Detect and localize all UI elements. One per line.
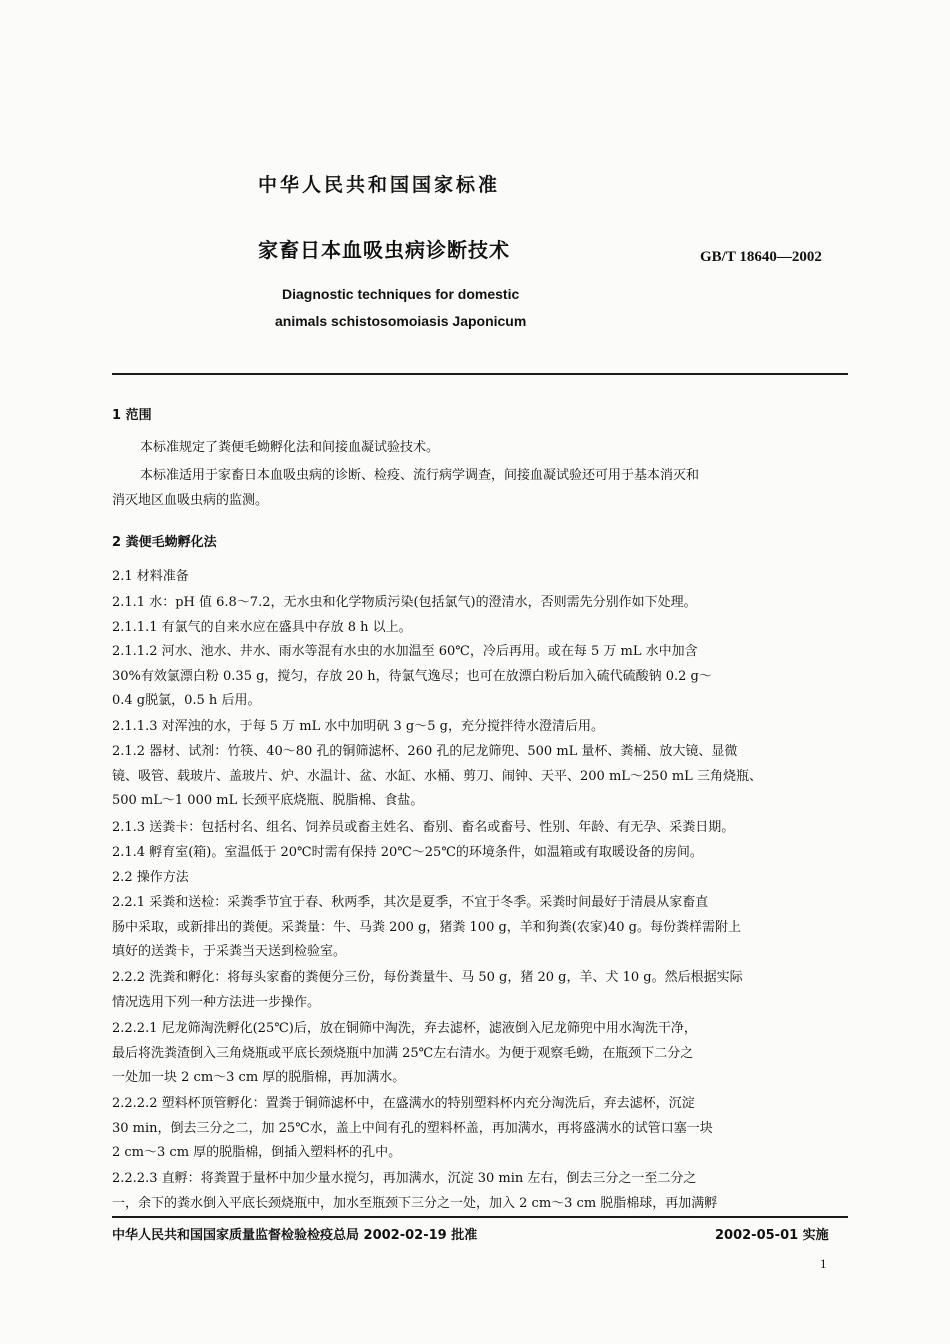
implementation-date: 2002-05-01 实施: [715, 1228, 829, 1243]
national-standard-header: 中华人民共和国国家标准: [258, 174, 501, 196]
clause-line: 2.2.2.3 直孵：将粪置于量杯中加少量水搅匀，再加满水，沉淀 30 min 左右，倒去三分之一至二分之: [112, 1171, 697, 1186]
clause-line: 一，余下的粪水倒入平底长颈烧瓶中，加水至瓶颈下三分之一处，加入 2 cm～3 cm 脱脂棉球，再加满孵: [112, 1196, 718, 1211]
clause-line: 30 min，倒去三分之二，加 25℃水，盖上中间有孔的塑料杯盖，再加满水，再将盛满水的试管口塞一块: [112, 1121, 713, 1136]
clause-line: 2.1.1.3 对浑浊的水，于每 5 万 mL 水中加明矾 3 g～5 g，充分搅拌待水澄清后用。: [112, 719, 604, 734]
footer-divider: [112, 1216, 848, 1218]
clause-line: 肠中采取，或新排出的粪便。采粪量：牛、马粪 200 g，猪粪 100 g，羊和狗粪(农家)40 g。每份粪样需附上: [112, 920, 741, 935]
clause-line: 2 cm～3 cm 厚的脱脂棉，倒插入塑料杯的孔中。: [112, 1145, 402, 1160]
standard-title-en-line1: Diagnostic techniques for domestic: [282, 286, 520, 302]
clause-line: 2.1 材料准备: [112, 569, 189, 584]
page-number: 1: [820, 1256, 827, 1271]
clause-line: 30%有效氯漂白粉 0.35 g，搅匀，存放 20 h，待氯气逸尽；也可在放漂白粉后加入硫代硫酸钠 0.2 g～: [112, 669, 712, 684]
section-1-heading: 1 范围: [112, 408, 152, 423]
header-divider: [112, 373, 848, 375]
clause-line: 一处加一块 2 cm～3 cm 厚的脱脂棉，再加满水。: [112, 1070, 406, 1085]
clause-line: 2.1.2 器材、试剂：竹筷、40～80 孔的铜筛滤杯、260 孔的尼龙筛兜、500 mL 量杯、粪桶、放大镜、显微: [112, 744, 738, 759]
clause-line: 2.2.2 洗粪和孵化：将每头家畜的粪便分三份，每份粪量牛、马 50 g，猪 20 g，羊、犬 10 g。然后根据实际: [112, 970, 743, 985]
clause-line: 500 mL～1 000 mL 长颈平底烧瓶、脱脂棉、食盐。: [112, 793, 424, 808]
clause-line: 情况选用下列一种方法进一步操作。: [112, 995, 321, 1010]
standard-title-en-line2: animals schistosomoiasis Japonicum: [275, 313, 527, 329]
paragraph: 本标准规定了粪便毛蚴孵化法和间接血凝试验技术。: [140, 440, 440, 455]
clause-line: 2.1.1.1 有氯气的自来水应在盛具中存放 8 h 以上。: [112, 620, 412, 635]
clause-line: 2.1.4 孵育室(箱)。室温低于 20℃时需有保持 20℃～25℃的环境条件，如温箱或有取暖设备的房间。: [112, 845, 703, 860]
clause-line: 镜、吸管、载玻片、盖玻片、炉、水温计、盆、水缸、水桶、剪刀、闹钟、天平、200 mL～250 mL 三角烧瓶、: [112, 769, 762, 784]
clause-line: 2.1.1.2 河水、池水、井水、雨水等混有水虫的水加温至 60℃，冷后再用。或在每 5 万 mL 水中加含: [112, 644, 698, 659]
approval-line: 中华人民共和国国家质量监督检验检疫总局 2002-02-19 批准: [112, 1228, 478, 1243]
paragraph: 消灭地区血吸虫病的监测。: [112, 493, 269, 508]
clause-line: 2.1.3 送粪卡：包括村名、组名、饲养员或畜主姓名、畜别、畜名或畜号、性别、年龄、有无孕、采粪日期。: [112, 820, 735, 835]
section-2-heading: 2 粪便毛蚴孵化法: [112, 535, 217, 550]
clause-line: 0.4 g脱氯，0.5 h 后用。: [112, 693, 261, 708]
clause-line: 2.2.2.1 尼龙筛淘洗孵化(25℃)后，放在铜筛中淘洗，弃去滤杯，滤液倒入尼龙筛兜中用水淘洗干净，: [112, 1021, 697, 1036]
clause-line: 2.2.1 采粪和送检：采粪季节宜于春、秋两季，其次是夏季，不宜于冬季。采粪时间最好于清晨从家畜直: [112, 895, 709, 910]
clause-line: 最后将洗粪渣倒入三角烧瓶或平底长颈烧瓶中加满 25℃左右清水。为便于观察毛蚴，在瓶颈下二分之: [112, 1046, 694, 1061]
standard-number: GB/T 18640—2002: [700, 249, 822, 265]
clause-line: 2.2 操作方法: [112, 870, 189, 885]
paragraph: 本标准适用于家畜日本血吸虫病的诊断、检疫、流行病学调查，间接血凝试验还可用于基本消灭和: [140, 468, 700, 483]
standard-title-zh: 家畜日本血吸虫病诊断技术: [258, 238, 510, 262]
clause-line: 2.1.1 水：pH 值 6.8～7.2，无水虫和化学物质污染(包括氯气)的澄清水，否则需先分别作如下处理。: [112, 595, 697, 610]
clause-line: 2.2.2.2 塑料杯顶管孵化：置粪于铜筛滤杯中，在盛满水的特别塑料杯内充分淘洗后，弃去滤杯，沉淀: [112, 1096, 695, 1111]
clause-line: 填好的送粪卡，于采粪当天送到检验室。: [112, 944, 347, 959]
